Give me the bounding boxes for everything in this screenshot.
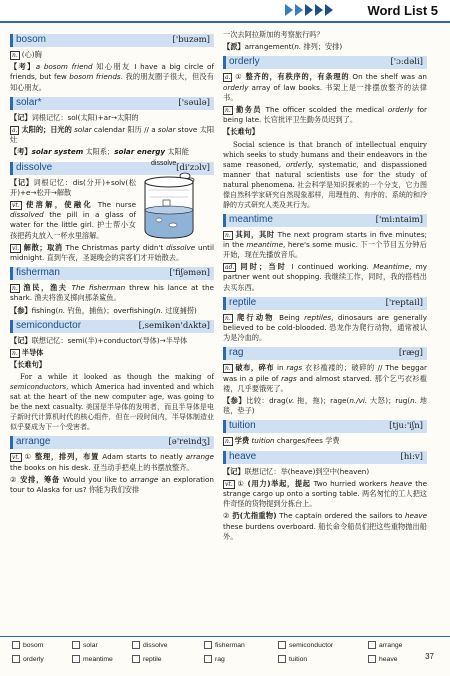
checklist-item-tuition[interactable]: [278, 655, 307, 663]
checkbox[interactable]: [368, 641, 376, 649]
long-sentence: Social science is that branch of intellectual enquiry which seeks to study humans and their endeavors in the same reasoned, orderly, systematic, and dispassioned manner that natural scientists use for the study of natural phenomena. 社会科学是知识探索的一个分支，它力图像自然科学家研究自然现象那样，用理性的、有序的、系统的和冷静的方式研究人类及其行为。: [223, 140, 427, 209]
phonetic: [,semikən'dʌktə]: [138, 320, 210, 331]
definition-line: 【考】a bosom friend 知心朋友 I have a big circle of friends, but few bosom friends. 我的朋友圈子很大，但没有知心朋友。: [10, 62, 214, 92]
headword: solar*: [16, 96, 42, 108]
page-number: 37: [425, 652, 434, 661]
checklist-item-meantime[interactable]: [72, 655, 113, 663]
definition-line: 【记】词根记忆：dis(分开)+solv(松开)+e→松开→解散: [10, 177, 136, 197]
page-header: [0, 0, 450, 22]
phonetic: [ræg]: [398, 348, 423, 359]
checklist-label: tuition: [289, 655, 308, 663]
word-list-title: Word List 5: [367, 3, 438, 18]
checklist-item-heave[interactable]: [368, 655, 398, 663]
arrow-icon: [305, 4, 313, 16]
headword: bosom: [16, 34, 47, 45]
header-divider: [0, 21, 450, 23]
checkbox[interactable]: [72, 641, 80, 649]
checklist-label: reptile: [143, 655, 162, 663]
arrow-icon: [295, 4, 303, 16]
checkbox[interactable]: [204, 641, 212, 649]
checklist-item-solar[interactable]: [72, 641, 98, 649]
checklist-item-rag[interactable]: [204, 655, 225, 663]
definition-line: ② 扔(尤指重物) The captain ordered the sailors to heave these burdens overboard. 船长命令船员们把这些重物抛出船外。: [223, 511, 428, 541]
phonetic: [ə'reindʒ]: [168, 437, 210, 448]
checkbox[interactable]: [278, 655, 286, 663]
checklist-item-fisherman[interactable]: [204, 641, 245, 649]
entry-head-rag: [223, 347, 427, 360]
checklist-label: meantime: [83, 655, 113, 663]
glass-icon: [137, 160, 205, 242]
phonetic: [di'zɔlv]: [176, 162, 210, 173]
definition-line: ad. 同时；当时 I continued working. Meantime, my partner went out shopping. 我继续工作，同时，我的搭档出去买东西。: [223, 262, 427, 292]
checklist-label: solar: [83, 641, 98, 649]
definition-line: 【参】fishing(n. 钓鱼，捕鱼)；overfishing(n. 过度捕捞): [10, 305, 197, 315]
arrow-icon: [325, 4, 333, 16]
definition-line: n. 爬行动物 Being reptiles, dinosaurs are generally believed to be cold-blooded. 恐龙作为爬行动物，通常被认为是冷血的。: [223, 312, 427, 343]
entry-head-semiconductor: [10, 320, 214, 333]
entry-head-meantime: [223, 214, 427, 227]
right-column: [223, 30, 427, 544]
arrow-icons: [285, 4, 333, 18]
definition-line: ② 安排，筹备 Would you like to arrange an exploration tour to Alaska for us? 你能为我们安排: [10, 474, 214, 495]
definition-line: 【记】词根记忆：sol(太阳)+ar→太阳的: [10, 112, 139, 122]
derivative-line: 【派】arrangement(n. 排列；安排): [223, 42, 343, 52]
definition-line: 【记】联想记忆：semi(半)+conductor(导体)→半导体: [10, 335, 188, 345]
definition-line: vi. 解散；取消 The Christmas party didn't dissolve until midnight. 直到午夜，圣诞晚会的宾客们才开始散去。: [10, 242, 214, 263]
definition-line: n. 半导体: [12, 348, 44, 358]
arrow-icon: [285, 4, 293, 16]
checklist-label: orderly: [23, 655, 44, 663]
definition-line: n. 勤务员 The officer scolded the medical orderly for being late. 长官批评卫生勤务员迟到了。: [223, 105, 427, 125]
phonetic: ['fiʃəmən]: [169, 268, 210, 279]
definition-line: n. (心)胸: [12, 50, 42, 59]
checkbox[interactable]: [12, 641, 20, 649]
entry-head-tuition: [223, 420, 427, 433]
headword: reptile: [229, 296, 257, 308]
headword: heave: [229, 450, 257, 462]
checklist-label: fisherman: [215, 641, 245, 649]
continued-line: 一次去阿拉斯加的考察旅行吗？: [223, 30, 324, 39]
figure-label: dissolve: [151, 160, 177, 167]
definition-line: n. 其间，其时 The next program starts in five minutes; in the meantime, here's some music. 下一个节目五分钟后开始，现在先播放音乐。: [223, 229, 427, 260]
headword: orderly: [229, 56, 260, 68]
headword: meantime: [229, 213, 273, 225]
checklist-item-orderly[interactable]: [12, 655, 44, 663]
checklist-item-dissolve[interactable]: [132, 641, 168, 649]
entry-head-orderly: [223, 56, 427, 69]
phonetic: ['reptail]: [385, 297, 423, 308]
definition-line: vt. 使溶解，使融化 The nurse dissolved the pill in a glass of water for the little girl. 护士帮小女孩把药丸放入一杯水里溶解。: [10, 200, 136, 240]
checklist-divider: [0, 636, 450, 637]
entry-head-arrange: [10, 436, 214, 449]
phonetic: ['mi:ntaim]: [375, 214, 423, 225]
checkbox[interactable]: [368, 655, 376, 663]
checklist-label: rag: [215, 655, 225, 663]
entry-head-fisherman: [10, 267, 214, 280]
checkbox[interactable]: [204, 655, 212, 663]
left-column: [10, 30, 214, 497]
checkbox[interactable]: [132, 655, 140, 663]
checklist-label: dissolve: [143, 641, 168, 649]
headword: arrange: [16, 436, 51, 448]
checklist-label: arrange: [379, 641, 403, 649]
entry-head-reptile: [223, 297, 427, 310]
checklist-label: bosom: [23, 641, 44, 649]
definition-line: a. 太阳的；日光的 solar calendar 阳历 // a solar stove 太阳灶: [10, 125, 215, 145]
arrow-icon: [315, 4, 323, 16]
entry-head-bosom: [10, 34, 214, 47]
checkbox[interactable]: [132, 641, 140, 649]
headword: tuition: [229, 420, 256, 432]
definition-line: n. 破布，碎布 in rags 衣衫褴褛的；破碎的 // The beggar was in a pile of rags and almost starved. 那个乞丐衣衫褴褛，几乎要饿死了。: [223, 363, 427, 393]
definition-line: vt. ① 整理，排列，布置 Adam starts to neatly arrange the books on his desk. 亚当动手把桌上的书摆放整齐。: [10, 452, 214, 472]
phonetic: ['səulə]: [178, 97, 210, 108]
phonetic: ['ɔ:dəli]: [390, 57, 423, 68]
headword: semiconductor: [16, 319, 82, 331]
headword: rag: [229, 347, 244, 359]
definition-line: 【参】比较：drag(v. 拖，拖)；rage(n./vi. 大怒)；rug(n. 地毯，垫子): [223, 396, 427, 416]
entry-head-heave: [223, 451, 427, 464]
definition-line: n. 学费 tuition charges/fees 学费: [225, 436, 340, 446]
headword: fisherman: [16, 267, 60, 279]
checklist-item-semiconductor[interactable]: [278, 641, 333, 649]
headword: dissolve: [16, 161, 53, 173]
checklist-label: semiconductor: [289, 641, 334, 649]
checkbox[interactable]: [12, 655, 20, 663]
definition-line: 【记】联想记忆：举(heave)到空中(heaven): [223, 466, 370, 476]
definition-line: a. ① 整齐的，有秩序的，有条理的 On the shelf was an orderly array of law books. 书架上是一排摆放整齐的法律书。: [223, 72, 427, 102]
checklist-item-bosom[interactable]: [12, 641, 43, 649]
checklist-item-reptile[interactable]: [132, 655, 162, 663]
definition-line: vt. ① (用力)举起，提起 Two hurried workers heave the strange cargo up onto a sorting table. 两名匆忙的工人把这件奇怪的货物提到分拣台上。: [223, 478, 427, 509]
long-sentence: For a while it looked as though the making of semiconductors, which America had invented and which sat at the heart of the new computer age, was going to be the next casualty. 美国是半导体的发明者，而且半导体是电子新时代计算机时代的核心组件，但在一段时间内，半导体制造业似乎要成为下一个受害者。: [10, 373, 214, 432]
definition-line: 【长难句】: [223, 127, 259, 137]
definition-line: 【考】solar system 太阳系；solar energy 太阳能: [10, 147, 189, 157]
dissolve-illustration: [137, 160, 205, 242]
checkbox[interactable]: [72, 655, 80, 663]
checklist-label: heave: [379, 655, 398, 663]
entry-head-solar: [10, 97, 214, 110]
checkbox[interactable]: [278, 641, 286, 649]
phonetic: [hi:v]: [400, 451, 423, 462]
definition-line: n. 渔民，渔夫 The fisherman threw his lance at the shark. 渔夫将渔叉掷向那条鲨鱼。: [10, 283, 214, 303]
checklist-item-arrange[interactable]: [368, 641, 402, 649]
definition-line: 【长难句】: [10, 360, 46, 370]
phonetic: [tju:'iʃn]: [389, 421, 423, 432]
phonetic: ['buzəm]: [172, 35, 210, 45]
